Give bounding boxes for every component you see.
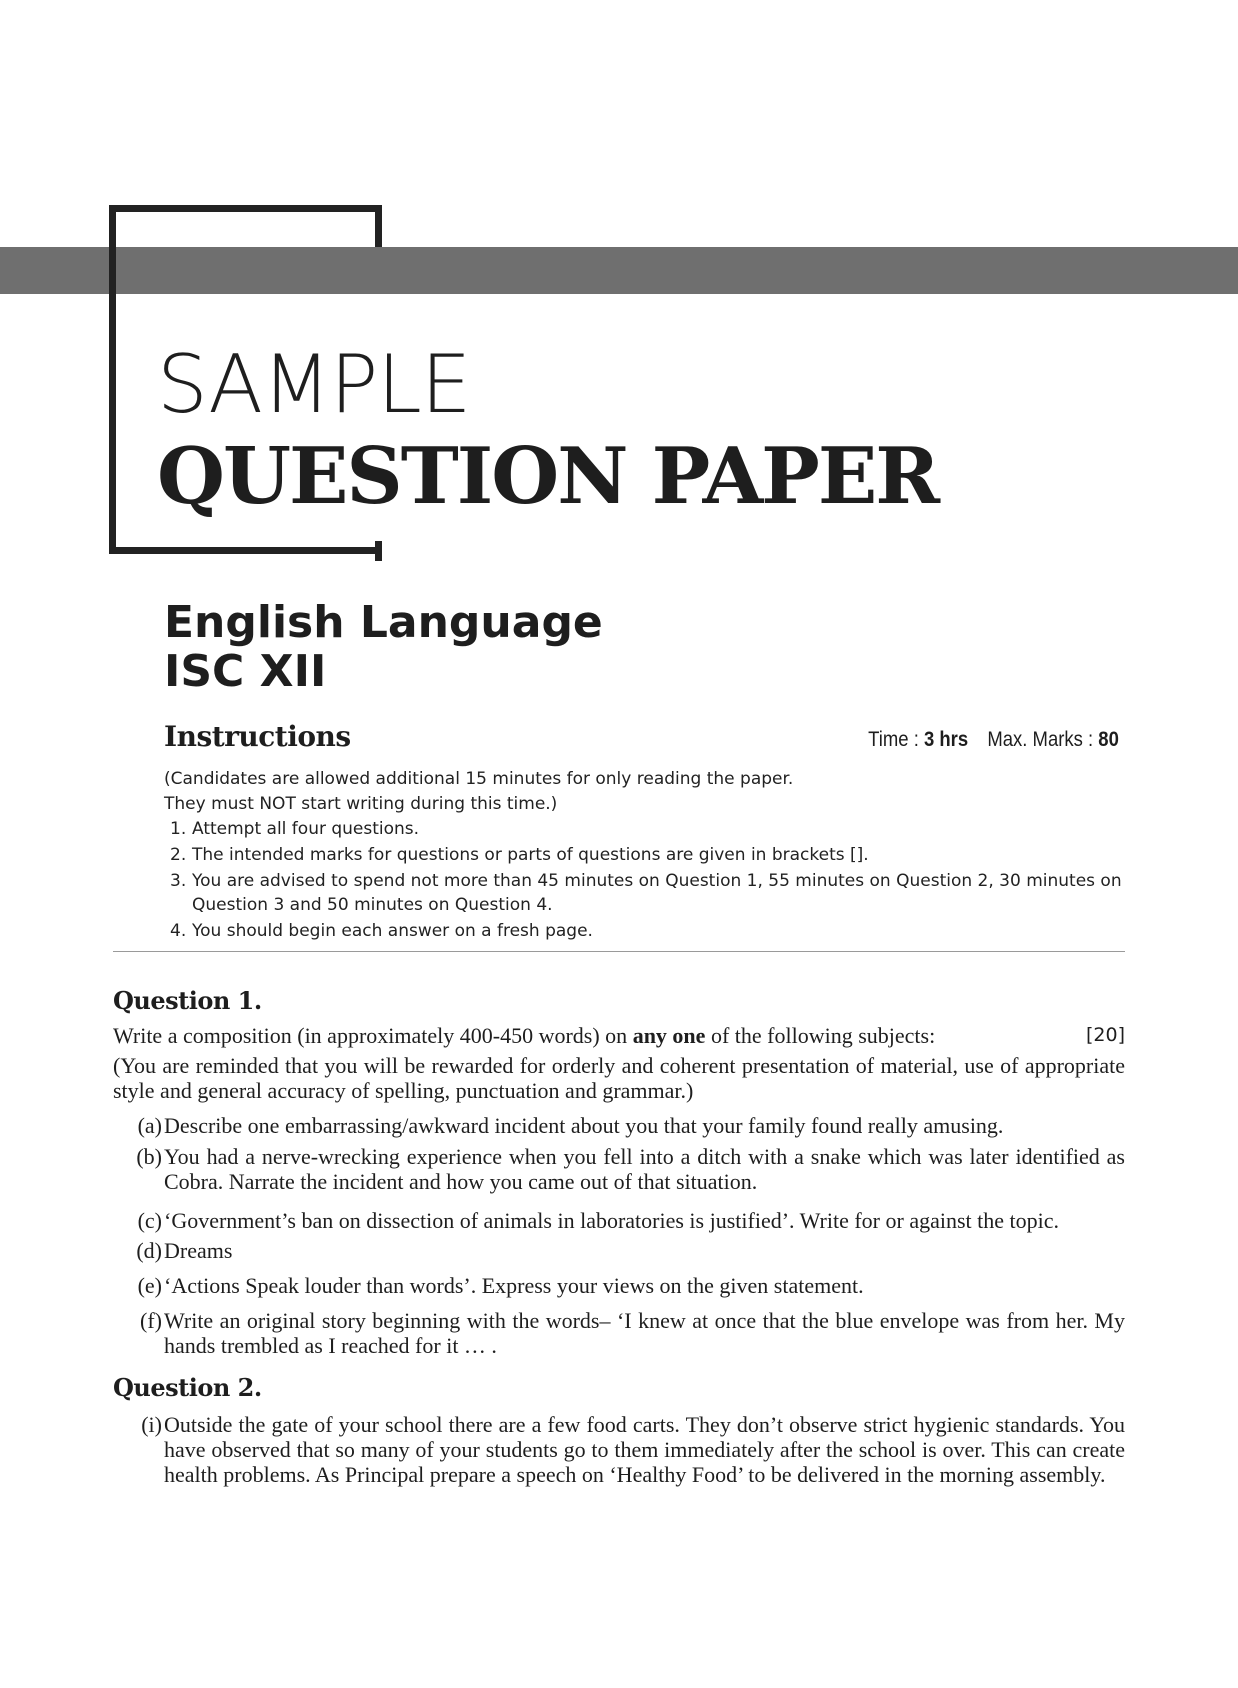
instruction-text: You are advised to spend not more than 45 minutes on Question 1, 55 minutes on Question 2, 30 minutes on Question 3 and 50 minutes on Question 4. (192, 871, 1122, 915)
time-label: Time : (868, 728, 919, 751)
title-bracket-right-bottom (375, 541, 382, 561)
question-1-option-a (128, 1113, 1125, 1138)
note-line: (Candidates are allowed additional 15 minutes for only reading the paper. (164, 769, 794, 789)
prompt-text: of the following subjects: (705, 1023, 936, 1048)
option-text: ‘Government’s ban on dissection of animals in laboratories is justified’. Write for or against the topic. (164, 1208, 1059, 1233)
instruction-number: 3. (170, 871, 187, 891)
question-1-option-e (128, 1273, 1125, 1298)
time-marks-info (868, 728, 1119, 752)
question-1-option-c (128, 1208, 1125, 1233)
instructions-heading: Instructions (164, 720, 351, 753)
instruction-item (164, 817, 1124, 841)
option-text: ‘Actions Speak louder than words’. Express your views on the given statement. (164, 1273, 864, 1298)
question-1-option-d (128, 1238, 1125, 1263)
question-2-option-i (128, 1412, 1125, 1487)
subject-name: English Language (164, 597, 603, 648)
instruction-text: Attempt all four questions. (192, 819, 420, 839)
question-1-option-b (128, 1144, 1125, 1194)
note-line: They must NOT start writing during this time.) (164, 794, 558, 814)
instruction-number: 4. (170, 921, 187, 941)
option-text: Describe one embarrassing/awkward incident about you that your family found really amusing. (164, 1113, 1004, 1138)
instruction-list (164, 817, 1124, 945)
instruction-text: You should begin each answer on a fresh page. (192, 921, 593, 941)
prompt-text: Write a composition (in approximately 400-450 words) on (113, 1023, 633, 1048)
class-name: ISC XII (164, 646, 327, 698)
option-text: Dreams (164, 1238, 233, 1263)
instruction-text: The intended marks for questions or parts of questions are given in brackets []. (192, 845, 869, 865)
instruction-number: 2. (170, 845, 187, 865)
option-label: (d) (136, 1238, 162, 1263)
prompt-emphasis: any one (632, 1023, 706, 1048)
marks-label: Max. Marks : (987, 728, 1094, 751)
time-value: 3 hrs (924, 728, 969, 751)
title-question-paper: QUESTION PAPER (157, 431, 939, 522)
option-label: (a) (137, 1113, 162, 1138)
instruction-item (164, 919, 1124, 943)
instruction-number: 1. (170, 819, 187, 839)
question-1-marks: [20] (1085, 1024, 1125, 1046)
title-bracket-right-top (375, 205, 382, 247)
subject-block (164, 598, 603, 697)
option-text: Outside the gate of your school there are a few food carts. They don’t observe strict hygienic standards. You have observed that so many of your students go to them immediately after the school is over. This can create health problems. As Principal prepare a speech on ‘Healthy Food’ to be delivered in the morning assembly. (164, 1412, 1125, 1487)
section-divider (113, 951, 1125, 952)
reading-time-note (164, 767, 1124, 817)
option-label: (e) (137, 1273, 162, 1298)
question-1-prompt (113, 1023, 1125, 1048)
question-2-title: Question 2. (113, 1373, 262, 1402)
option-label: (b) (136, 1144, 162, 1169)
option-label: (i) (141, 1412, 162, 1437)
marks-value: 80 (1098, 728, 1119, 751)
title-sample: SAMPLE (157, 338, 471, 431)
instruction-item (164, 869, 1124, 917)
option-label: (c) (137, 1208, 162, 1233)
question-1-title: Question 1. (113, 986, 262, 1015)
option-text: You had a nerve-wrecking experience when you fell into a ditch with a snake which was later identified as Cobra. Narrate the incident and how you came out of that situation. (164, 1144, 1125, 1194)
option-text: Write an original story beginning with the words– ‘I knew at once that the blue envelope was from her. My hands trembled as I reached for it … . (164, 1308, 1125, 1358)
question-1-reminder: (You are reminded that you will be rewarded for orderly and coherent presentation of material, use of appropriate style and general accuracy of spelling, punctuation and grammar.) (113, 1053, 1125, 1103)
question-1-option-f (128, 1308, 1125, 1358)
instruction-item (164, 843, 1124, 867)
option-label: (f) (140, 1308, 162, 1333)
